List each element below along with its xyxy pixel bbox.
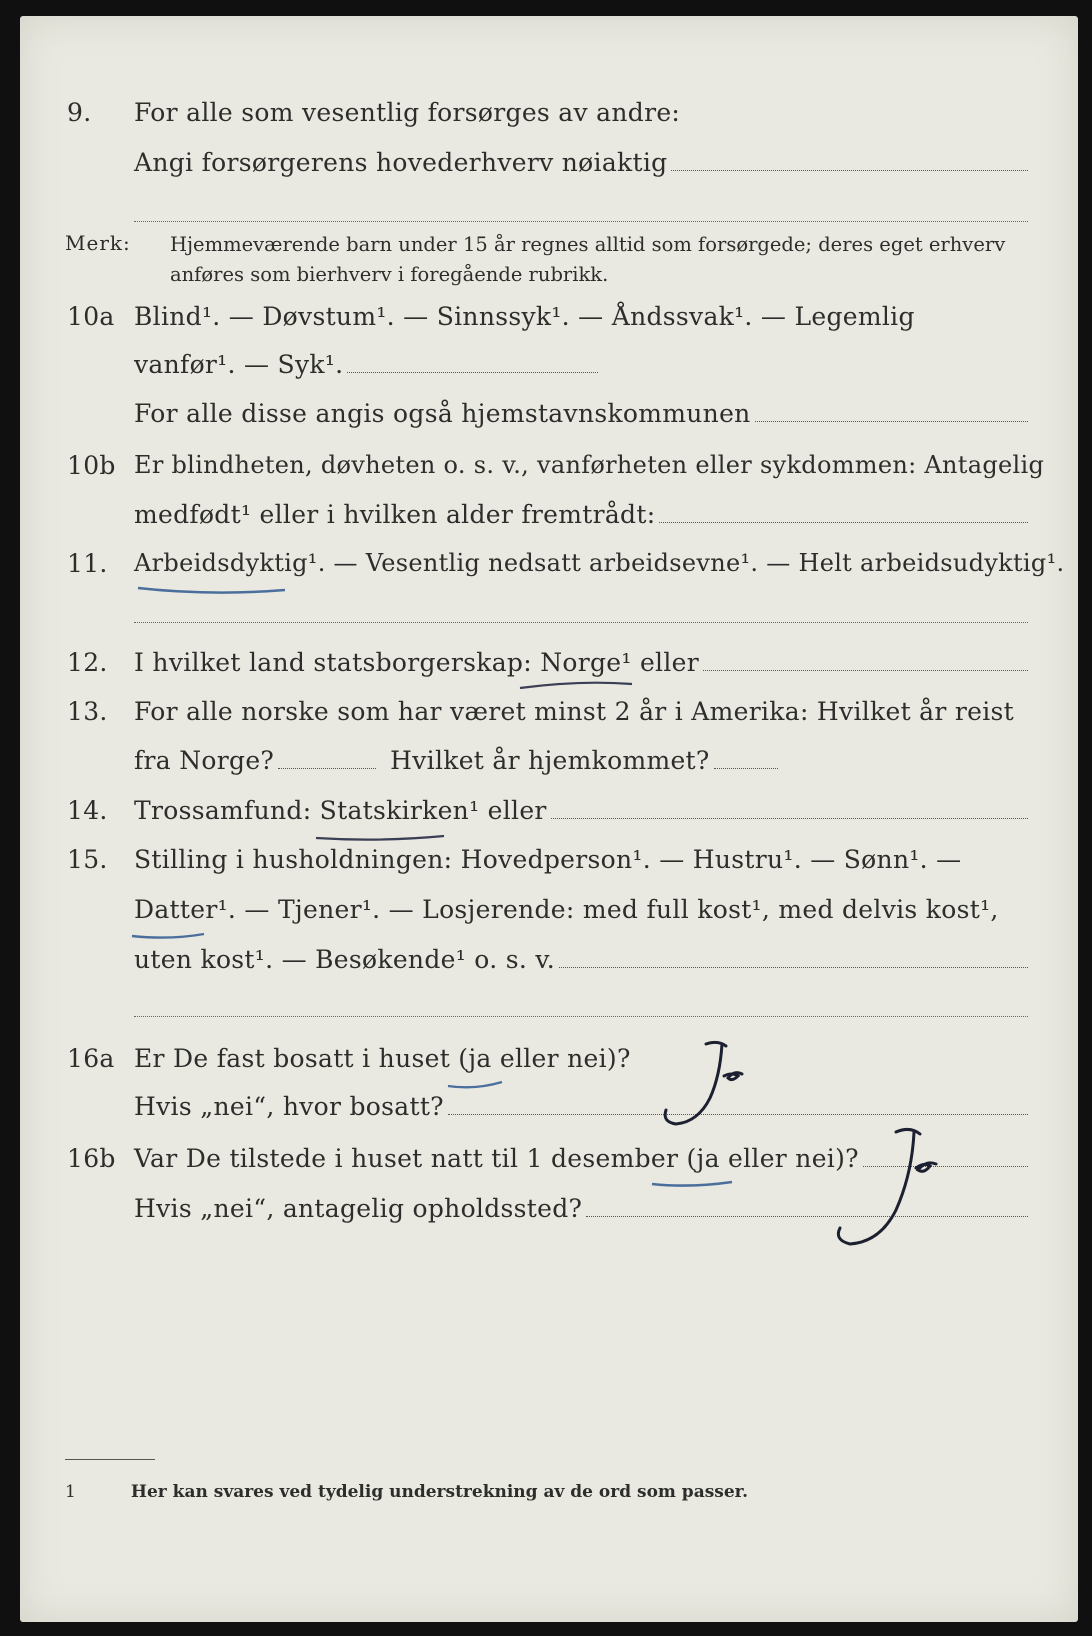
census-form-page: 9. For alle som vesentlig forsørges av andre: Angi forsørgerens hovederhverv nøiaktig Merk: Hjemmeværende barn under 15 år regnes alltid som forsørgede; deres eget erhverv anføres som bierhverv i foregående rubrikk. 10a Blind¹. — Døvstum¹. — Sinnssyk¹. — Åndssvak¹. — Legemlig vanfør¹. — Syk¹. For alle disse angis også hjemstavnskommunen 10b Er blindheten, døvheten o. s. v., vanførheten eller sykdommen: Antagelig medfødt¹ eller i hvilken alder fremtrådt: 11. Arbeidsdyktig¹. — Vesentlig nedsatt arbeidsevne¹. — Helt arbeidsudyktig¹. 12. I hvilket land statsborgerskap: Norge¹ eller 13. For alle norske som har været minst 2 år i Amerika: Hvilket år reist fra Norge? Hvilket år hjemkommet? 14. Trossamfund: Statskirken¹ eller 15. Stilling i husholdningen: Hovedperson¹. — Hustru¹. — Sønn¹. — Datter¹. — Tjener¹. — Losjerende: med full kost¹, med delvis kost¹, uten kost¹. — Besøkende¹ o. s. v. 16a Er De fast bosatt i huset (ja eller nei)? Hvis „nei“, hvor bosatt? 16b Var De tilstede i huset natt til 1 desember (ja eller nei)? Hvis „nei“, antagelig opholdssted? 1 Her kan svares ved tydelig understrekning av de ord som passer. (20, 16, 1078, 1622)
answer-field-11[interactable] (134, 622, 1028, 623)
answer-field-10b[interactable] (659, 521, 1028, 523)
underline-datter (132, 934, 204, 938)
answer-field-9[interactable] (671, 169, 1028, 171)
question-text: For alle norske som har været minst 2 år i Amerika: Hvilket år reist (134, 697, 1015, 726)
answer-field-14[interactable] (551, 817, 1028, 819)
merk-label: Merk: (65, 231, 131, 255)
answer-field-16a-where[interactable] (448, 1113, 1028, 1115)
question-number: 11. (67, 549, 108, 578)
answer-field-10a[interactable] (347, 371, 598, 373)
question-number: 12. (67, 648, 108, 677)
question-text: I hvilket land statsborgerskap: Norge¹ eller (134, 648, 699, 677)
question-number: 10b (67, 451, 116, 480)
merk-text: Hjemmeværende barn under 15 år regnes alltid som forsørgede; deres eget erhverv anføres som bierhverv i foregående rubrikk. (170, 233, 1006, 286)
answer-field-9-extra[interactable] (134, 221, 1028, 222)
footnote-rule (65, 1459, 155, 1460)
footnote-text: Her kan svares ved tydelig understrekning av de ord som passer. (130, 1482, 748, 1502)
question-number: 14. (67, 796, 108, 825)
question-number: 15. (67, 845, 108, 874)
answer-field-13-return[interactable] (714, 767, 778, 769)
question-number: 13. (67, 697, 108, 726)
question-text: Blind¹. — Døvstum¹. — Sinnssyk¹. — Åndssvak¹. — Legemlig (134, 302, 915, 331)
underline-ja-16a (448, 1082, 502, 1087)
underline-ja-16b (652, 1182, 732, 1186)
answer-field-16b[interactable] (863, 1165, 1028, 1167)
question-text: Er blindheten, døvheten o. s. v., vanførheten eller sykdommen: Antagelig (134, 451, 1045, 479)
question-text: Var De tilstede i huset natt til 1 desember (ja eller nei)? (134, 1144, 859, 1173)
answer-field-15-extra[interactable] (134, 1016, 1028, 1017)
answer-field-13-departure[interactable] (278, 767, 376, 769)
question-text: Stilling i husholdningen: Hovedperson¹. — Hustru¹. — Sønn¹. — (134, 845, 962, 874)
underline-arbeidsdyktig (138, 588, 285, 593)
question-number: 10a (67, 302, 115, 331)
question-text: Er De fast bosatt i huset (ja eller nei)? (134, 1044, 631, 1073)
answer-field-10a-hometown[interactable] (755, 420, 1028, 422)
question-text: Arbeidsdyktig¹. — Vesentlig nedsatt arbeidsevne¹. — Helt arbeidsudyktig¹. (134, 549, 1065, 577)
question-text: Trossamfund: Statskirken¹ eller (134, 796, 547, 825)
answer-field-15[interactable] (559, 966, 1028, 968)
handwritten-ja-16a (636, 1036, 746, 1136)
answer-field-12[interactable] (703, 669, 1028, 671)
question-text: For alle som vesentlig forsørges av andre: (134, 98, 681, 127)
footnote (65, 1482, 1028, 1502)
footnote-mark: 1 (65, 1482, 76, 1502)
answer-field-16b-where[interactable] (586, 1215, 1028, 1217)
question-number: 9. (67, 98, 92, 127)
underline-norge (520, 683, 632, 688)
underline-statskirken (316, 836, 444, 840)
question-number: 16b (67, 1144, 116, 1173)
question-number: 16a (67, 1044, 115, 1073)
